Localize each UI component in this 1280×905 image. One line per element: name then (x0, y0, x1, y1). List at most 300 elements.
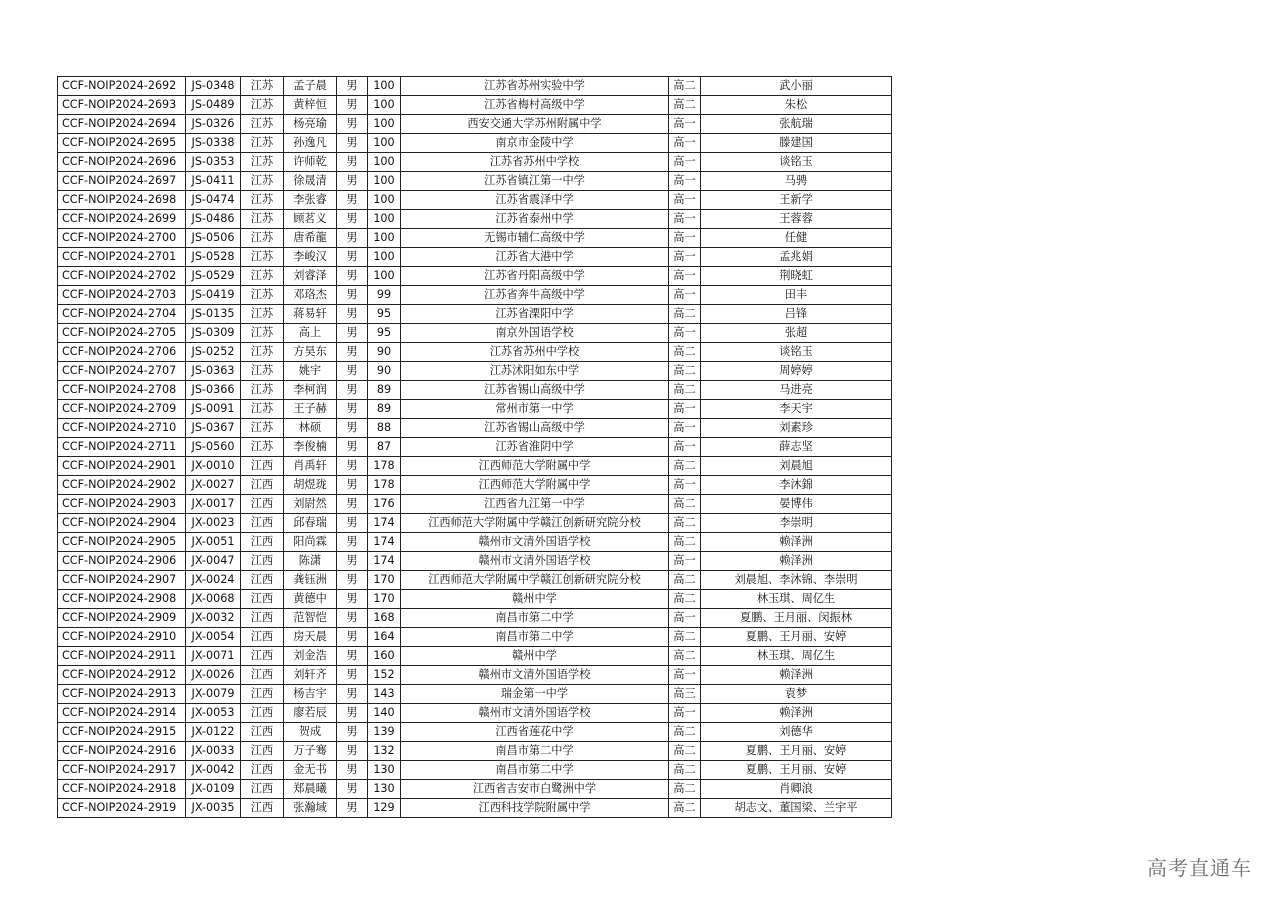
coach-cell: 李天宇 (701, 400, 892, 419)
competitor-id-cell: CCF-NOIP2024-2697 (58, 172, 186, 191)
school-cell: 江苏省溧阳中学 (401, 305, 669, 324)
school-cell: 江西师范大学附属中学 (401, 476, 669, 495)
table-row (58, 780, 892, 799)
score-cell: 174 (368, 552, 401, 571)
coach-cell: 任健 (701, 229, 892, 248)
gender-cell: 男 (337, 552, 368, 571)
table-row (58, 362, 892, 381)
gender-cell: 男 (337, 419, 368, 438)
score-cell: 140 (368, 704, 401, 723)
contestant-code-cell: JX-0054 (186, 628, 241, 647)
contestant-code-cell: JS-0411 (186, 172, 241, 191)
school-cell: 赣州市文清外国语学校 (401, 704, 669, 723)
school-cell: 无锡市辅仁高级中学 (401, 229, 669, 248)
gender-cell: 男 (337, 191, 368, 210)
score-cell: 130 (368, 761, 401, 780)
competitor-id-cell: CCF-NOIP2024-2701 (58, 248, 186, 267)
province-cell: 江苏 (241, 115, 284, 134)
competitor-id-cell: CCF-NOIP2024-2695 (58, 134, 186, 153)
contestant-code-cell: JX-0042 (186, 761, 241, 780)
coach-cell: 赖泽洲 (701, 533, 892, 552)
name-cell: 万子骞 (284, 742, 337, 761)
contestant-code-cell: JS-0338 (186, 134, 241, 153)
competitor-id-cell: CCF-NOIP2024-2916 (58, 742, 186, 761)
table-row (58, 571, 892, 590)
school-cell: 赣州中学 (401, 647, 669, 666)
grade-cell: 高一 (669, 191, 701, 210)
score-cell: 100 (368, 96, 401, 115)
contestant-code-cell: JX-0032 (186, 609, 241, 628)
province-cell: 江西 (241, 628, 284, 647)
coach-cell: 刘晨旭 (701, 457, 892, 476)
table-row (58, 495, 892, 514)
coach-cell: 赖泽洲 (701, 704, 892, 723)
school-cell: 常州市第一中学 (401, 400, 669, 419)
contestant-code-cell: JX-0068 (186, 590, 241, 609)
gender-cell: 男 (337, 381, 368, 400)
competitor-id-cell: CCF-NOIP2024-2908 (58, 590, 186, 609)
competitor-id-cell: CCF-NOIP2024-2919 (58, 799, 186, 818)
province-cell: 江苏 (241, 229, 284, 248)
contestant-code-cell: JS-0489 (186, 96, 241, 115)
competitor-id-cell: CCF-NOIP2024-2705 (58, 324, 186, 343)
contestant-code-cell: JX-0035 (186, 799, 241, 818)
table-row (58, 248, 892, 267)
province-cell: 江西 (241, 780, 284, 799)
competitor-id-cell: CCF-NOIP2024-2694 (58, 115, 186, 134)
coach-cell: 马骋 (701, 172, 892, 191)
gender-cell: 男 (337, 115, 368, 134)
school-cell: 江苏省苏州中学校 (401, 153, 669, 172)
school-cell: 西安交通大学苏州附属中学 (401, 115, 669, 134)
score-cell: 174 (368, 514, 401, 533)
competitor-id-cell: CCF-NOIP2024-2905 (58, 533, 186, 552)
competitor-id-cell: CCF-NOIP2024-2906 (58, 552, 186, 571)
gender-cell: 男 (337, 495, 368, 514)
competitor-id-cell: CCF-NOIP2024-2913 (58, 685, 186, 704)
grade-cell: 高二 (669, 495, 701, 514)
province-cell: 江苏 (241, 305, 284, 324)
province-cell: 江苏 (241, 153, 284, 172)
score-cell: 100 (368, 153, 401, 172)
table-row (58, 381, 892, 400)
province-cell: 江西 (241, 457, 284, 476)
gender-cell: 男 (337, 742, 368, 761)
province-cell: 江苏 (241, 438, 284, 457)
score-cell: 132 (368, 742, 401, 761)
table-row (58, 229, 892, 248)
grade-cell: 高二 (669, 533, 701, 552)
gender-cell: 男 (337, 343, 368, 362)
gender-cell: 男 (337, 571, 368, 590)
province-cell: 江西 (241, 685, 284, 704)
competitor-id-cell: CCF-NOIP2024-2707 (58, 362, 186, 381)
name-cell: 孟子晨 (284, 77, 337, 96)
province-cell: 江苏 (241, 96, 284, 115)
watermark-logo: 高考直通车 (1147, 856, 1252, 880)
competitor-id-cell: CCF-NOIP2024-2910 (58, 628, 186, 647)
competitor-id-cell: CCF-NOIP2024-2917 (58, 761, 186, 780)
name-cell: 陈潇 (284, 552, 337, 571)
gender-cell: 男 (337, 723, 368, 742)
province-cell: 江苏 (241, 172, 284, 191)
name-cell: 胡煜珑 (284, 476, 337, 495)
grade-cell: 高一 (669, 229, 701, 248)
table-row (58, 590, 892, 609)
coach-cell: 李沐錦 (701, 476, 892, 495)
province-cell: 江苏 (241, 343, 284, 362)
grade-cell: 高一 (669, 248, 701, 267)
competitor-id-cell: CCF-NOIP2024-2912 (58, 666, 186, 685)
gender-cell: 男 (337, 628, 368, 647)
grade-cell: 高一 (669, 476, 701, 495)
school-cell: 江西师范大学附属中学赣江创新研究院分校 (401, 514, 669, 533)
competitor-id-cell: CCF-NOIP2024-2902 (58, 476, 186, 495)
score-cell: 100 (368, 77, 401, 96)
score-cell: 170 (368, 590, 401, 609)
table-row (58, 77, 892, 96)
name-cell: 阳尚霖 (284, 533, 337, 552)
competitor-id-cell: CCF-NOIP2024-2909 (58, 609, 186, 628)
school-cell: 赣州市文清外国语学校 (401, 533, 669, 552)
school-cell: 江苏省锡山高级中学 (401, 419, 669, 438)
coach-cell: 荆晓虹 (701, 267, 892, 286)
school-cell: 江苏省丹阳高级中学 (401, 267, 669, 286)
coach-cell: 周婷婷 (701, 362, 892, 381)
province-cell: 江西 (241, 723, 284, 742)
score-cell: 99 (368, 286, 401, 305)
contestant-code-cell: JX-0027 (186, 476, 241, 495)
gender-cell: 男 (337, 438, 368, 457)
score-cell: 89 (368, 400, 401, 419)
province-cell: 江西 (241, 666, 284, 685)
competitor-id-cell: CCF-NOIP2024-2700 (58, 229, 186, 248)
coach-cell: 晏博伟 (701, 495, 892, 514)
score-cell: 164 (368, 628, 401, 647)
school-cell: 江苏省苏州中学校 (401, 343, 669, 362)
competitor-id-cell: CCF-NOIP2024-2699 (58, 210, 186, 229)
score-cell: 100 (368, 210, 401, 229)
province-cell: 江苏 (241, 77, 284, 96)
grade-cell: 高二 (669, 362, 701, 381)
score-cell: 95 (368, 324, 401, 343)
name-cell: 刘金浩 (284, 647, 337, 666)
coach-cell: 张超 (701, 324, 892, 343)
score-cell: 160 (368, 647, 401, 666)
province-cell: 江西 (241, 533, 284, 552)
gender-cell: 男 (337, 172, 368, 191)
coach-cell: 刘素珍 (701, 419, 892, 438)
coach-cell: 肖卿浪 (701, 780, 892, 799)
gender-cell: 男 (337, 533, 368, 552)
province-cell: 江苏 (241, 210, 284, 229)
province-cell: 江西 (241, 799, 284, 818)
gender-cell: 男 (337, 666, 368, 685)
table-row (58, 96, 892, 115)
score-cell: 152 (368, 666, 401, 685)
name-cell: 蒋易轩 (284, 305, 337, 324)
gender-cell: 男 (337, 514, 368, 533)
score-cell: 100 (368, 172, 401, 191)
contestant-code-cell: JS-0506 (186, 229, 241, 248)
contestant-code-cell: JX-0023 (186, 514, 241, 533)
score-cell: 143 (368, 685, 401, 704)
contestant-code-cell: JS-0353 (186, 153, 241, 172)
score-cell: 139 (368, 723, 401, 742)
contestant-code-cell: JS-0474 (186, 191, 241, 210)
coach-cell: 刘德华 (701, 723, 892, 742)
coach-cell: 张航瑞 (701, 115, 892, 134)
province-cell: 江西 (241, 647, 284, 666)
grade-cell: 高一 (669, 172, 701, 191)
school-cell: 江西师范大学附属中学 (401, 457, 669, 476)
name-cell: 顾茗义 (284, 210, 337, 229)
name-cell: 高上 (284, 324, 337, 343)
table-row (58, 704, 892, 723)
name-cell: 方昊东 (284, 343, 337, 362)
contestant-code-cell: JS-0419 (186, 286, 241, 305)
gender-cell: 男 (337, 286, 368, 305)
competitor-id-cell: CCF-NOIP2024-2904 (58, 514, 186, 533)
province-cell: 江西 (241, 476, 284, 495)
coach-cell: 夏鹏、王月丽、安婷 (701, 742, 892, 761)
gender-cell: 男 (337, 400, 368, 419)
contestant-code-cell: JS-0252 (186, 343, 241, 362)
name-cell: 黄梓恒 (284, 96, 337, 115)
school-cell: 江苏沭阳如东中学 (401, 362, 669, 381)
contestant-code-cell: JS-0366 (186, 381, 241, 400)
name-cell: 唐希龍 (284, 229, 337, 248)
grade-cell: 高一 (669, 419, 701, 438)
province-cell: 江西 (241, 552, 284, 571)
gender-cell: 男 (337, 267, 368, 286)
table-row (58, 609, 892, 628)
grade-cell: 高一 (669, 552, 701, 571)
coach-cell: 王蓉蓉 (701, 210, 892, 229)
contestant-code-cell: JX-0024 (186, 571, 241, 590)
grade-cell: 高二 (669, 590, 701, 609)
gender-cell: 男 (337, 248, 368, 267)
gender-cell: 男 (337, 590, 368, 609)
name-cell: 姚宇 (284, 362, 337, 381)
contestant-code-cell: JS-0309 (186, 324, 241, 343)
gender-cell: 男 (337, 362, 368, 381)
grade-cell: 高二 (669, 343, 701, 362)
table-row (58, 666, 892, 685)
name-cell: 王子赫 (284, 400, 337, 419)
score-cell: 100 (368, 134, 401, 153)
coach-cell: 武小丽 (701, 77, 892, 96)
province-cell: 江苏 (241, 419, 284, 438)
coach-cell: 胡志文、董国梁、兰宇平 (701, 799, 892, 818)
score-cell: 88 (368, 419, 401, 438)
contestant-code-cell: JS-0486 (186, 210, 241, 229)
coach-cell: 滕建国 (701, 134, 892, 153)
table-row (58, 134, 892, 153)
school-cell: 南昌市第二中学 (401, 628, 669, 647)
table-row (58, 153, 892, 172)
coach-cell: 吕锋 (701, 305, 892, 324)
competitor-id-cell: CCF-NOIP2024-2702 (58, 267, 186, 286)
school-cell: 江苏省奔牛高级中学 (401, 286, 669, 305)
table-row (58, 514, 892, 533)
name-cell: 刘尉然 (284, 495, 337, 514)
province-cell: 江西 (241, 590, 284, 609)
score-cell: 178 (368, 457, 401, 476)
table-row (58, 457, 892, 476)
grade-cell: 高一 (669, 438, 701, 457)
table-row (58, 438, 892, 457)
grade-cell: 高二 (669, 742, 701, 761)
grade-cell: 高一 (669, 210, 701, 229)
name-cell: 杨亮瑜 (284, 115, 337, 134)
name-cell: 龚钰洲 (284, 571, 337, 590)
name-cell: 郑晨曦 (284, 780, 337, 799)
score-cell: 100 (368, 229, 401, 248)
competitor-id-cell: CCF-NOIP2024-2708 (58, 381, 186, 400)
grade-cell: 高一 (669, 666, 701, 685)
grade-cell: 高一 (669, 267, 701, 286)
competitor-id-cell: CCF-NOIP2024-2903 (58, 495, 186, 514)
grade-cell: 高三 (669, 685, 701, 704)
score-cell: 89 (368, 381, 401, 400)
coach-cell: 夏鹏、王月丽、安婷 (701, 761, 892, 780)
province-cell: 江苏 (241, 191, 284, 210)
gender-cell: 男 (337, 77, 368, 96)
score-cell: 170 (368, 571, 401, 590)
province-cell: 江苏 (241, 400, 284, 419)
grade-cell: 高一 (669, 153, 701, 172)
gender-cell: 男 (337, 457, 368, 476)
name-cell: 李俊楠 (284, 438, 337, 457)
grade-cell: 高二 (669, 628, 701, 647)
contestant-code-cell: JX-0051 (186, 533, 241, 552)
grade-cell: 高一 (669, 286, 701, 305)
province-cell: 江西 (241, 495, 284, 514)
score-cell: 129 (368, 799, 401, 818)
competitor-id-cell: CCF-NOIP2024-2911 (58, 647, 186, 666)
score-cell: 95 (368, 305, 401, 324)
province-cell: 江西 (241, 571, 284, 590)
name-cell: 廖若辰 (284, 704, 337, 723)
table-row (58, 343, 892, 362)
competitor-id-cell: CCF-NOIP2024-2698 (58, 191, 186, 210)
school-cell: 江苏省淮阴中学 (401, 438, 669, 457)
grade-cell: 高二 (669, 77, 701, 96)
gender-cell: 男 (337, 609, 368, 628)
contestant-code-cell: JS-0091 (186, 400, 241, 419)
competitor-id-cell: CCF-NOIP2024-2692 (58, 77, 186, 96)
name-cell: 房天晨 (284, 628, 337, 647)
contestant-code-cell: JX-0047 (186, 552, 241, 571)
coach-cell: 林玉琪、周亿生 (701, 590, 892, 609)
table-row (58, 552, 892, 571)
table-row (58, 799, 892, 818)
province-cell: 江苏 (241, 248, 284, 267)
table-row (58, 628, 892, 647)
grade-cell: 高一 (669, 115, 701, 134)
province-cell: 江西 (241, 742, 284, 761)
name-cell: 徐晟清 (284, 172, 337, 191)
score-cell: 178 (368, 476, 401, 495)
competitor-id-cell: CCF-NOIP2024-2703 (58, 286, 186, 305)
coach-cell: 薛志坚 (701, 438, 892, 457)
coach-cell: 谈铭玉 (701, 153, 892, 172)
competitor-id-cell: CCF-NOIP2024-2711 (58, 438, 186, 457)
school-cell: 江苏省大港中学 (401, 248, 669, 267)
coach-cell: 夏鹏、王月丽、安婷 (701, 628, 892, 647)
gender-cell: 男 (337, 799, 368, 818)
province-cell: 江苏 (241, 324, 284, 343)
contestant-code-cell: JX-0079 (186, 685, 241, 704)
gender-cell: 男 (337, 476, 368, 495)
table-row (58, 115, 892, 134)
name-cell: 金无书 (284, 761, 337, 780)
grade-cell: 高一 (669, 400, 701, 419)
score-cell: 100 (368, 248, 401, 267)
contestant-code-cell: JS-0367 (186, 419, 241, 438)
table-row (58, 533, 892, 552)
grade-cell: 高二 (669, 96, 701, 115)
province-cell: 江苏 (241, 134, 284, 153)
table-row (58, 191, 892, 210)
province-cell: 江苏 (241, 362, 284, 381)
school-cell: 赣州中学 (401, 590, 669, 609)
score-cell: 130 (368, 780, 401, 799)
table-row (58, 286, 892, 305)
gender-cell: 男 (337, 324, 368, 343)
score-cell: 100 (368, 191, 401, 210)
contestant-code-cell: JS-0135 (186, 305, 241, 324)
school-cell: 赣州市文清外国语学校 (401, 666, 669, 685)
grade-cell: 高二 (669, 780, 701, 799)
score-cell: 87 (368, 438, 401, 457)
coach-cell: 王新学 (701, 191, 892, 210)
score-cell: 174 (368, 533, 401, 552)
grade-cell: 高一 (669, 134, 701, 153)
name-cell: 肖禹轩 (284, 457, 337, 476)
competitor-id-cell: CCF-NOIP2024-2709 (58, 400, 186, 419)
province-cell: 江西 (241, 609, 284, 628)
competitor-id-cell: CCF-NOIP2024-2693 (58, 96, 186, 115)
contestant-code-cell: JX-0033 (186, 742, 241, 761)
province-cell: 江西 (241, 514, 284, 533)
contestant-code-cell: JX-0017 (186, 495, 241, 514)
competitor-id-cell: CCF-NOIP2024-2915 (58, 723, 186, 742)
coach-cell: 袁梦 (701, 685, 892, 704)
contestant-code-cell: JX-0109 (186, 780, 241, 799)
school-cell: 赣州市文清外国语学校 (401, 552, 669, 571)
school-cell: 江西省九江第一中学 (401, 495, 669, 514)
grade-cell: 高二 (669, 761, 701, 780)
table-row (58, 400, 892, 419)
grade-cell: 高一 (669, 704, 701, 723)
school-cell: 江苏省震泽中学 (401, 191, 669, 210)
gender-cell: 男 (337, 229, 368, 248)
gender-cell: 男 (337, 647, 368, 666)
school-cell: 南昌市第二中学 (401, 742, 669, 761)
score-cell: 100 (368, 267, 401, 286)
table-row (58, 742, 892, 761)
grade-cell: 高二 (669, 457, 701, 476)
table-row (58, 267, 892, 286)
competitor-id-cell: CCF-NOIP2024-2918 (58, 780, 186, 799)
name-cell: 杨吉宇 (284, 685, 337, 704)
grade-cell: 高一 (669, 609, 701, 628)
contestant-code-cell: JX-0053 (186, 704, 241, 723)
coach-cell: 赖泽洲 (701, 552, 892, 571)
grade-cell: 高二 (669, 571, 701, 590)
